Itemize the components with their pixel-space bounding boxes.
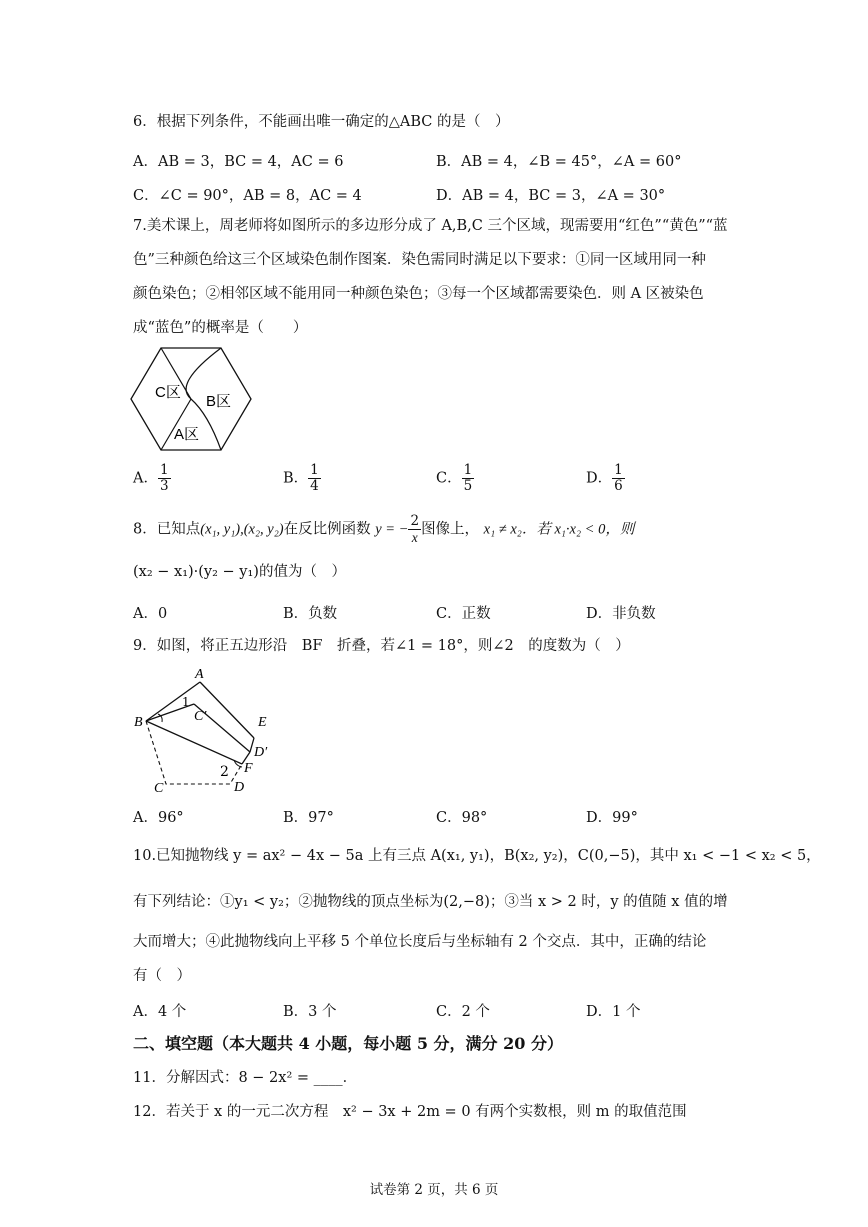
q10-line-4: 有（ ） [133,968,191,984]
q10-option-d: D．1 个 [586,1004,641,1020]
point-a-label: A [195,667,204,682]
q12-text: 12．若关于 x 的一元二次方程 x² − 3x + 2m = 0 有两个实数根，则 m 的取值范围 [133,1104,687,1120]
region-b-label: B区 [206,393,232,410]
q10-line-2: 有下列结论：①y₁ < y₂；②抛物线的顶点坐标为(2,−8)；③当 x > 2 时，y 的值随 x 值的增 [133,894,728,910]
q8-option-d: D．非负数 [586,606,656,622]
q8-line-1: 8．已知点(x₁, y₁),(x₂, y₂)在反比例函数 y = − $\frac{2}{x}$ 图像上， x₁ ≠ x₂．若 x₁·x₂ < 0，则 [133,513,635,545]
q8-line-2: (x₂ − x₁)·(y₂ − y₁)的值为（ ） [133,564,346,580]
pentagon-fold-figure [130,664,280,796]
q7-line-2: 色”三种颜色给这三个区域染色制作图案．染色需同时满足以下要求：①同一区域用同一种 [133,252,706,268]
q7-option-d: D． $\frac{1}{6}$ [586,462,623,494]
q10-line-3: 大而增大；④此抛物线向上平移 5 个单位长度后与坐标轴有 2 个交点．其中，正确的结论 [133,934,707,950]
q9-option-b: B．97° [283,810,334,826]
point-c-label: C [154,781,164,796]
q10-option-c: C．2 个 [436,1004,490,1020]
point-e-label: E [258,715,267,730]
q9-option-d: D．99° [586,810,638,826]
q7-option-b: B． $\frac{1}{4}$ [283,462,319,494]
q6-option-d: D．AB = 4，BC = 3，∠A = 30° [436,188,666,204]
point-b-label: B [134,715,143,730]
q9-option-c: C．98° [436,810,488,826]
q11-text: 11．分解因式：8 − 2x² = ____． [133,1070,358,1086]
q10-option-b: B．3 个 [283,1004,337,1020]
point-d-label: D [234,780,245,795]
q10-option-a: A．4 个 [133,1004,187,1020]
q8-option-a: A．0 [133,606,168,622]
angle-1-label: 1 [182,695,190,709]
page-footer: 试卷第 2 页，共 6 页 [369,1182,499,1198]
point-cprime-label: C′ [194,709,207,724]
region-a-label: A区 [174,426,200,443]
q6-stem: 6．根据下列条件，不能画出唯一确定的△ABC 的是（ ） [133,114,510,130]
q7-line-1: 7.美术课上，周老师将如图所示的多边形分成了 A,B,C 三个区域，现需要用“红色”“黄色”“蓝 [133,218,728,234]
section-2-heading: 二、填空题（本大题共 4 小题，每小题 5 分，满分 20 分） [133,1034,563,1053]
q9-option-a: A．96° [133,810,184,826]
q7-option-c: C． $\frac{1}{5}$ [436,462,473,494]
q6-option-b: B．AB = 4，∠B = 45°，∠A = 60° [436,154,682,170]
point-dprime-label: D′ [254,745,268,760]
q8-option-b: B．负数 [283,606,338,622]
q7-line-4: 成“蓝色”的概率是（ ） [133,320,308,336]
q7-line-3: 颜色染色；②相邻区域不能用同一种颜色染色；③每一个区域都需要染色．则 A 区被染色 [133,286,704,302]
q6-option-a: A．AB = 3，BC = 4，AC = 6 [133,154,344,170]
region-c-label: C区 [155,384,181,401]
q7-option-a: A． $\frac{1}{3}$ [133,462,169,494]
point-f-label: F [244,761,253,776]
q8-option-c: C．正数 [436,606,491,622]
q10-line-1: 10.已知抛物线 y = ax² − 4x − 5a 上有三点 A(x₁, y₁)，B(x₂, y₂)，C(0,−5)，其中 x₁ < −1 < x₂ < 5， [133,848,821,864]
hexagon-region-figure [128,344,254,454]
q6-option-c: C．∠C = 90°，AB = 8，AC = 4 [133,188,362,204]
angle-2-label: 2 [220,764,229,780]
q9-stem: 9．如图，将正五边形沿 BF 折叠，若∠1 = 18°，则∠2 的度数为（ ） [133,638,630,654]
